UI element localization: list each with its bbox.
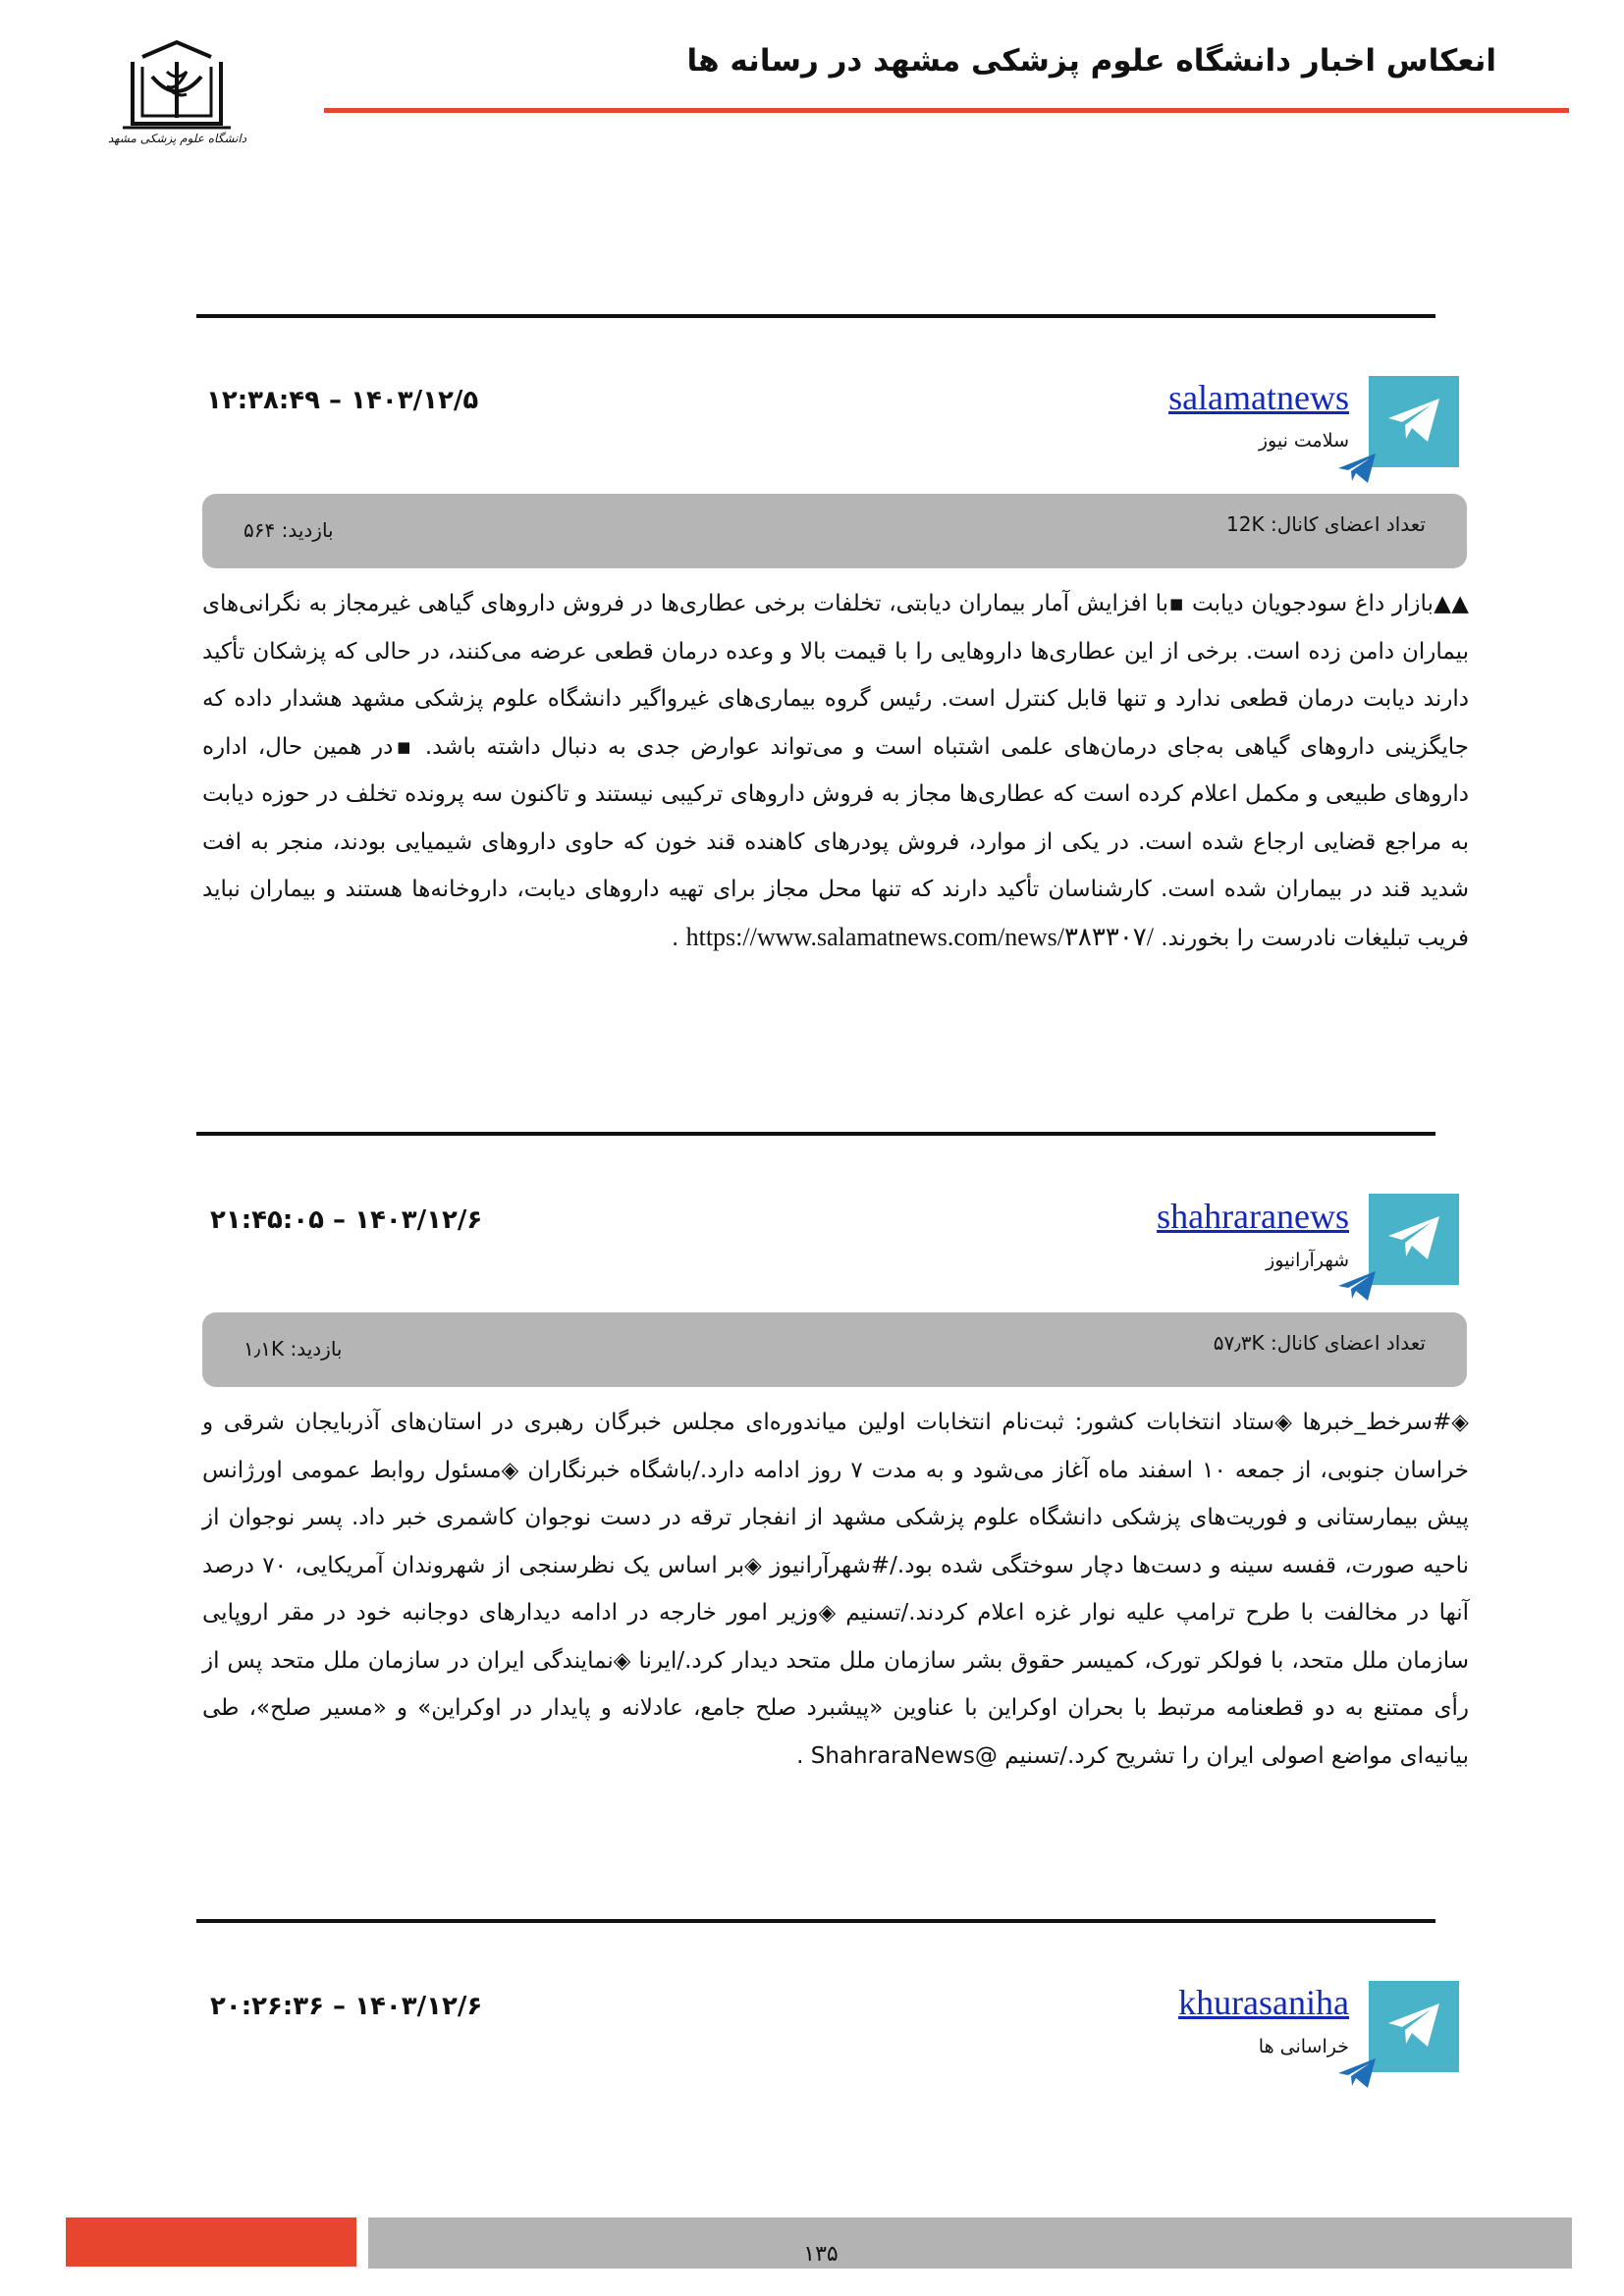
- page-number: ۱۳۵: [803, 2242, 839, 2267]
- telegram-icon: [1369, 376, 1459, 467]
- post-body: [202, 1399, 1469, 1780]
- post-datetime: ۲۱:۴۵:۰۵ – ۱۴۰۳/۱۲/۶: [210, 1205, 483, 1235]
- post-link[interactable]: https://www.salamatnews.com/news/۳۸۳۳۰۷/: [685, 922, 1154, 951]
- channel-link[interactable]: salamatnews: [1168, 378, 1349, 417]
- telegram-icon: [1369, 1981, 1459, 2072]
- post-body: ▲▲بازار داغ سودجویان دیابت ▪با افزایش آمار بیماران دیابتی، تخلفات برخی عطاری‌ها در فروش داروهای گیاهی غیرمجاز به نگرانی‌های بیماران دامن زده است. برخی از این عطاری‌ها داروهایی را با قیمت بالا و وعده درمان قطعی عرضه می‌کنند، در حالی که پزشکان تأکید دارند دیابت درمان قطعی ندارد و تنها قابل کنترل است. رئیس گروه بیماری‌های غیرواگیر دانشگاه علوم پزشکی مشهد هشدار داده که جایگزینی داروهای گیاهی به‌جای درمان‌های علمی اشتباه است و می‌تواند عوارض جدی به دنبال داشته باشد. ▪در همین حال، اداره داروهای طبیعی و مکمل اعلام کرده است که عطاری‌ها مجاز به فروش داروهای ترکیبی نیستند و تاکنون سه پرونده تخلف در حوزه دیابت به مراجع قضایی ارجاع شده است. در یکی از موارد، فروش پودرهای کاهنده قند خون که حاوی داروهای شیمیایی بودند، منجر به افت شدید قند در بیماران شده است. کارشناسان تأکید دارند که تنها محل مجاز برای تهیه داروهای دیابت، داروخانه‌ها هستند و بیماران نباید فریب تبلیغات نادرست را بخورند. https://www.salamatnews.com/news/۳۸۳۳۰۷/ .: [202, 591, 1469, 951]
- channel-stats-bar: [202, 494, 1467, 568]
- views-value: ۱٫۱K: [244, 1337, 285, 1361]
- telegram-badge-icon: [1337, 1269, 1377, 1303]
- post-text: ▲▲بازار داغ سودجویان دیابت ▪با افزایش آمار بیماران دیابتی، تخلفات برخی عطاری‌ها در فروش داروهای گیاهی غیرمجاز به نگرانی‌های بیماران دامن زده است. برخی از این عطاری‌ها داروهایی را با قیمت بالا و وعده درمان قطعی عرضه می‌کنند، در حالی که پزشکان تأکید دارند دیابت درمان قطعی ندارد و تنها قابل کنترل است. رئیس گروه بیماری‌های غیرواگیر دانشگاه علوم پزشکی مشهد هشدار داده که جایگزینی داروهای گیاهی به‌جای درمان‌های علمی اشتباه است و می‌تواند عوارض جدی به دنبال داشته باشد. ▪در همین حال، اداره داروهای طبیعی و مکمل اعلام کرده است که عطاری‌ها مجاز به فروش داروهای ترکیبی نیستند و تاکنون سه پرونده تخلف در حوزه دیابت به مراجع قضایی ارجاع شده است. در یکی از موارد، فروش پودرهای کاهنده قند خون که حاوی داروهای شیمیایی بودند، منجر به افت شدید قند در بیماران شده است. کارشناسان تأکید دارند که تنها محل مجاز برای تهیه داروهای دیابت، داروخانه‌ها هستند و بیماران نباید فریب تبلیغات نادرست را بخورند.: [202, 591, 1469, 951]
- channel-title: خراسانی ها: [1258, 2036, 1349, 2057]
- header-divider: [324, 108, 1569, 113]
- post-datetime: ۲۰:۲۶:۳۶ – ۱۴۰۳/۱۲/۶: [210, 1992, 483, 2021]
- channel-members: [1226, 512, 1426, 536]
- channel-stats-bar: [202, 1312, 1467, 1387]
- telegram-icon: [1369, 1194, 1459, 1285]
- members-value: 12K: [1226, 512, 1265, 536]
- university-logo-caption: دانشگاه علوم پزشکی مشهد: [107, 132, 247, 145]
- channel-title: شهرآرانیوز: [1266, 1250, 1349, 1271]
- channel-link[interactable]: shahraranews: [1157, 1197, 1349, 1236]
- views-value: ۵۶۴: [244, 518, 276, 542]
- channel-title: سلامت نیوز: [1258, 430, 1349, 452]
- post-text: ◈#سرخط_خبرها ◈ستاد انتخابات کشور: ثبت‌نام انتخابات اولین میاندوره‌ای مجلس خبرگان رهبری در استان‌های آذربایجان شرقی و خراسان جنوبی، از جمعه ۱۰ اسفند ماه آغاز می‌شود و به مدت ۷ روز ادامه دارد./باشگاه خبرنگاران ◈مسئول روابط عمومی اورژانس پیش بیمارستانی و فوریت‌های پزشکی دانشگاه علوم پزشکی مشهد از انفجار ترقه در دست نوجوان کاشمری خبر داد. پسر نوجوان از ناحیه صورت، قفسه سینه و دست‌ها دچار سوختگی شده بود./#شهرآرانیوز ◈بر اساس یک نظرسنجی از شهروندان آمریکایی، ۷۰ درصد آنها در مخالفت با طرح ترامپ علیه نوار غزه اعلام کردند./تسنیم ◈وزیر امور خارجه در ادامه دیدارهای دوجانبه خود در مقر اروپایی سازمان ملل متحد، با فولکر تورک، کمیسر حقوق بشر سازمان ملل متحد دیدار کرد./ایرنا ◈نمایندگی ایران در سازمان ملل متحد پس از رأی ممتنع به دو قطعنامه مرتبط با بحران اوکراین با عناوین «پیشبرد صلح جامع، عادلانه و پایدار در اوکراین» و «مسیر صلح»، طی بیانیه‌ای مواضع اصولی ایران را تشریح کرد./تسنیم @ShahraraNews .: [202, 1410, 1469, 1769]
- members-value: ۵۷٫۳K: [1213, 1331, 1265, 1355]
- channel-link[interactable]: khurasaniha: [1178, 1983, 1349, 2022]
- channel-members: [1214, 1331, 1426, 1355]
- post-views: [244, 1337, 342, 1361]
- university-logo: [113, 37, 241, 165]
- post-datetime: ۱۲:۳۸:۴۹ – ۱۴۰۳/۱۲/۵: [206, 386, 479, 415]
- views-label: بازدید:: [281, 518, 334, 542]
- footer-accent-bar: [66, 2217, 356, 2267]
- members-label: تعداد اعضای کانال:: [1270, 1331, 1426, 1355]
- views-label: بازدید:: [290, 1337, 343, 1361]
- telegram-badge-icon: [1337, 452, 1377, 485]
- post-separator: [196, 1132, 1435, 1136]
- post-views: [244, 518, 334, 542]
- page-title: انعکاس اخبار دانشگاه علوم پزشکی مشهد در رسانه ها: [686, 43, 1496, 79]
- post-separator: [196, 314, 1435, 318]
- post-separator: [196, 1919, 1435, 1923]
- members-label: تعداد اعضای کانال:: [1270, 512, 1426, 536]
- telegram-badge-icon: [1337, 2056, 1377, 2090]
